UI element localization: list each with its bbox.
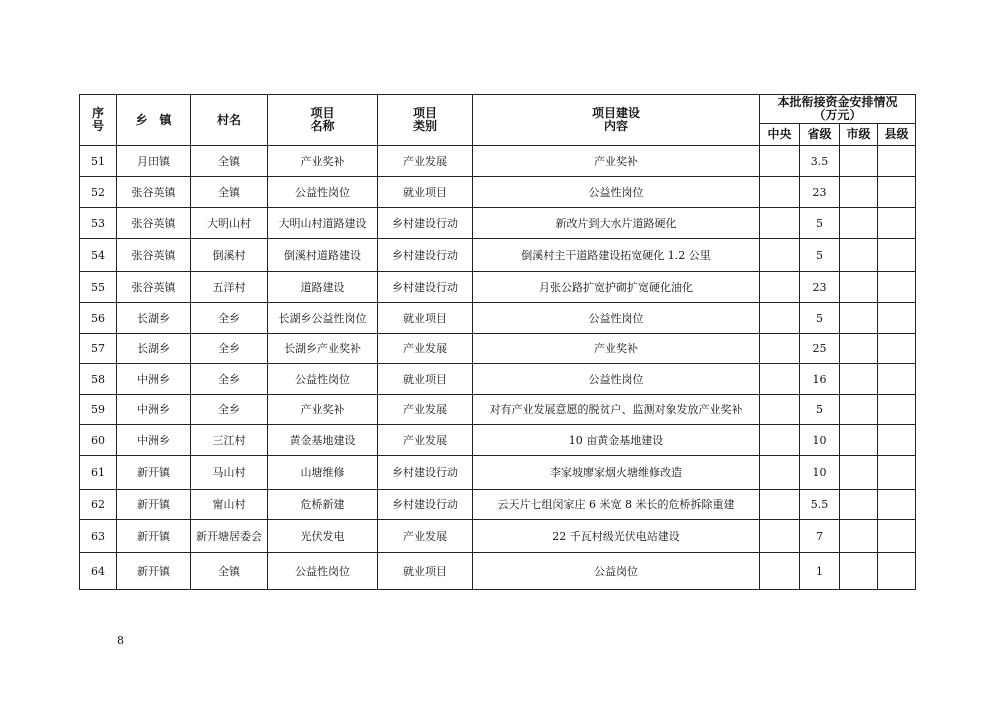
cell-type: 产业发展	[378, 146, 473, 177]
cell-town: 张谷英镇	[117, 208, 191, 239]
cell-province: 5	[800, 208, 840, 239]
cell-city	[840, 364, 878, 395]
cell-town: 长湖乡	[117, 334, 191, 364]
cell-village: 全镇	[191, 146, 268, 177]
cell-content: 公益性岗位	[473, 177, 760, 208]
cell-name: 大明山村道路建设	[268, 208, 378, 239]
cell-province: 25	[800, 334, 840, 364]
cell-county	[878, 146, 916, 177]
cell-county	[878, 239, 916, 272]
cell-county	[878, 490, 916, 520]
table-row	[80, 364, 916, 395]
cell-content: 李家坡廖家烟火塘维修改造	[473, 456, 760, 490]
header-seq: 序 号	[80, 95, 117, 146]
table-row	[80, 303, 916, 334]
cell-province: 23	[800, 177, 840, 208]
table-row	[80, 334, 916, 364]
cell-central	[760, 177, 800, 208]
cell-central	[760, 456, 800, 490]
header-city: 市级	[840, 124, 878, 146]
header-central: 中央	[760, 124, 800, 146]
cell-central	[760, 425, 800, 456]
cell-content: 公益性岗位	[473, 364, 760, 395]
cell-city	[840, 334, 878, 364]
cell-county	[878, 520, 916, 553]
table-row	[80, 177, 916, 208]
cell-content: 倒溪村主干道路建设拓宽硬化 1.2 公里	[473, 239, 760, 272]
cell-province: 10	[800, 456, 840, 490]
cell-name: 山塘维修	[268, 456, 378, 490]
cell-central	[760, 395, 800, 425]
cell-seq: 56	[80, 303, 117, 334]
cell-type: 乡村建设行动	[378, 239, 473, 272]
cell-county	[878, 208, 916, 239]
cell-central	[760, 239, 800, 272]
cell-name: 公益性岗位	[268, 177, 378, 208]
cell-county	[878, 364, 916, 395]
cell-type: 乡村建设行动	[378, 272, 473, 303]
cell-name: 长湖乡产业奖补	[268, 334, 378, 364]
cell-province: 5	[800, 239, 840, 272]
table-row	[80, 456, 916, 490]
cell-seq: 64	[80, 553, 117, 590]
cell-central	[760, 490, 800, 520]
cell-central	[760, 553, 800, 590]
cell-town: 张谷英镇	[117, 272, 191, 303]
table-row	[80, 520, 916, 553]
cell-seq: 59	[80, 395, 117, 425]
cell-type: 就业项目	[378, 177, 473, 208]
cell-central	[760, 303, 800, 334]
cell-name: 倒溪村道路建设	[268, 239, 378, 272]
cell-town: 张谷英镇	[117, 239, 191, 272]
funding-table	[79, 94, 916, 590]
cell-county	[878, 334, 916, 364]
cell-town: 中洲乡	[117, 395, 191, 425]
cell-name: 道路建设	[268, 272, 378, 303]
cell-name: 危桥新建	[268, 490, 378, 520]
table-row	[80, 146, 916, 177]
cell-village: 五洋村	[191, 272, 268, 303]
cell-seq: 63	[80, 520, 117, 553]
cell-content: 月张公路扩宽护砌扩宽硬化油化	[473, 272, 760, 303]
cell-name: 公益性岗位	[268, 553, 378, 590]
cell-village: 全镇	[191, 177, 268, 208]
cell-town: 中洲乡	[117, 364, 191, 395]
header-content: 项目建设 内容	[473, 95, 760, 146]
cell-seq: 61	[80, 456, 117, 490]
cell-type: 产业发展	[378, 425, 473, 456]
cell-content: 对有产业发展意愿的脱贫户、监测对象发放产业奖补	[473, 395, 760, 425]
cell-city	[840, 239, 878, 272]
page-number: 8	[117, 634, 124, 647]
cell-type: 产业发展	[378, 334, 473, 364]
header-project-type: 项目 类别	[378, 95, 473, 146]
cell-content: 22 千瓦村级光伏电站建设	[473, 520, 760, 553]
cell-province: 10	[800, 425, 840, 456]
cell-content: 新改片到大水片道路硬化	[473, 208, 760, 239]
cell-village: 倒溪村	[191, 239, 268, 272]
cell-city	[840, 146, 878, 177]
cell-town: 张谷英镇	[117, 177, 191, 208]
cell-town: 长湖乡	[117, 303, 191, 334]
cell-type: 乡村建设行动	[378, 490, 473, 520]
table-row	[80, 239, 916, 272]
cell-county	[878, 303, 916, 334]
cell-name: 公益性岗位	[268, 364, 378, 395]
table-row	[80, 395, 916, 425]
cell-content: 公益性岗位	[473, 303, 760, 334]
header-project-name: 项目 名称	[268, 95, 378, 146]
cell-city	[840, 177, 878, 208]
cell-seq: 54	[80, 239, 117, 272]
cell-seq: 62	[80, 490, 117, 520]
table-row	[80, 553, 916, 590]
cell-city	[840, 303, 878, 334]
cell-town: 月田镇	[117, 146, 191, 177]
cell-type: 产业发展	[378, 395, 473, 425]
cell-type: 就业项目	[378, 303, 473, 334]
cell-central	[760, 146, 800, 177]
cell-village: 马山村	[191, 456, 268, 490]
cell-city	[840, 272, 878, 303]
cell-county	[878, 553, 916, 590]
cell-county	[878, 456, 916, 490]
cell-province: 5	[800, 303, 840, 334]
cell-seq: 57	[80, 334, 117, 364]
cell-central	[760, 364, 800, 395]
cell-city	[840, 456, 878, 490]
cell-village: 大明山村	[191, 208, 268, 239]
cell-town: 中洲乡	[117, 425, 191, 456]
header-town: 乡 镇	[117, 95, 191, 146]
cell-type: 就业项目	[378, 553, 473, 590]
cell-seq: 58	[80, 364, 117, 395]
cell-seq: 53	[80, 208, 117, 239]
cell-county	[878, 425, 916, 456]
cell-county	[878, 177, 916, 208]
cell-type: 产业发展	[378, 520, 473, 553]
header-village: 村名	[191, 95, 268, 146]
cell-province: 5	[800, 395, 840, 425]
cell-city	[840, 208, 878, 239]
cell-county	[878, 395, 916, 425]
cell-village: 全乡	[191, 334, 268, 364]
cell-village: 全乡	[191, 303, 268, 334]
cell-city	[840, 425, 878, 456]
cell-village: 全镇	[191, 553, 268, 590]
cell-town: 新开镇	[117, 456, 191, 490]
cell-village: 甯山村	[191, 490, 268, 520]
cell-town: 新开镇	[117, 520, 191, 553]
cell-city	[840, 395, 878, 425]
cell-content: 10 亩黄金基地建设	[473, 425, 760, 456]
cell-central	[760, 208, 800, 239]
cell-village: 全乡	[191, 395, 268, 425]
cell-name: 黄金基地建设	[268, 425, 378, 456]
header-county: 县级	[878, 124, 916, 146]
cell-name: 产业奖补	[268, 146, 378, 177]
cell-province: 16	[800, 364, 840, 395]
cell-village: 新开塘居委会	[191, 520, 268, 553]
cell-village: 全乡	[191, 364, 268, 395]
cell-town: 新开镇	[117, 490, 191, 520]
cell-content: 产业奖补	[473, 146, 760, 177]
cell-city	[840, 520, 878, 553]
cell-seq: 60	[80, 425, 117, 456]
cell-seq: 51	[80, 146, 117, 177]
cell-content: 云天片七组闵家庄 6 米宽 8 米长的危桥拆除重建	[473, 490, 760, 520]
cell-name: 光伏发电	[268, 520, 378, 553]
cell-province: 23	[800, 272, 840, 303]
cell-city	[840, 490, 878, 520]
cell-seq: 52	[80, 177, 117, 208]
cell-type: 乡村建设行动	[378, 208, 473, 239]
cell-village: 三江村	[191, 425, 268, 456]
cell-type: 就业项目	[378, 364, 473, 395]
table-row	[80, 272, 916, 303]
table-row	[80, 490, 916, 520]
table-row	[80, 208, 916, 239]
cell-central	[760, 520, 800, 553]
cell-central	[760, 334, 800, 364]
cell-content: 产业奖补	[473, 334, 760, 364]
cell-type: 乡村建设行动	[378, 456, 473, 490]
cell-content: 公益岗位	[473, 553, 760, 590]
cell-province: 1	[800, 553, 840, 590]
header-province: 省级	[800, 124, 840, 146]
cell-name: 产业奖补	[268, 395, 378, 425]
cell-province: 7	[800, 520, 840, 553]
cell-seq: 55	[80, 272, 117, 303]
cell-province: 5.5	[800, 490, 840, 520]
cell-central	[760, 272, 800, 303]
table-row	[80, 425, 916, 456]
cell-town: 新开镇	[117, 553, 191, 590]
cell-city	[840, 553, 878, 590]
header-funding: 本批衔接资金安排情况 （万元）	[760, 95, 916, 124]
cell-county	[878, 272, 916, 303]
cell-province: 3.5	[800, 146, 840, 177]
cell-name: 长湖乡公益性岗位	[268, 303, 378, 334]
